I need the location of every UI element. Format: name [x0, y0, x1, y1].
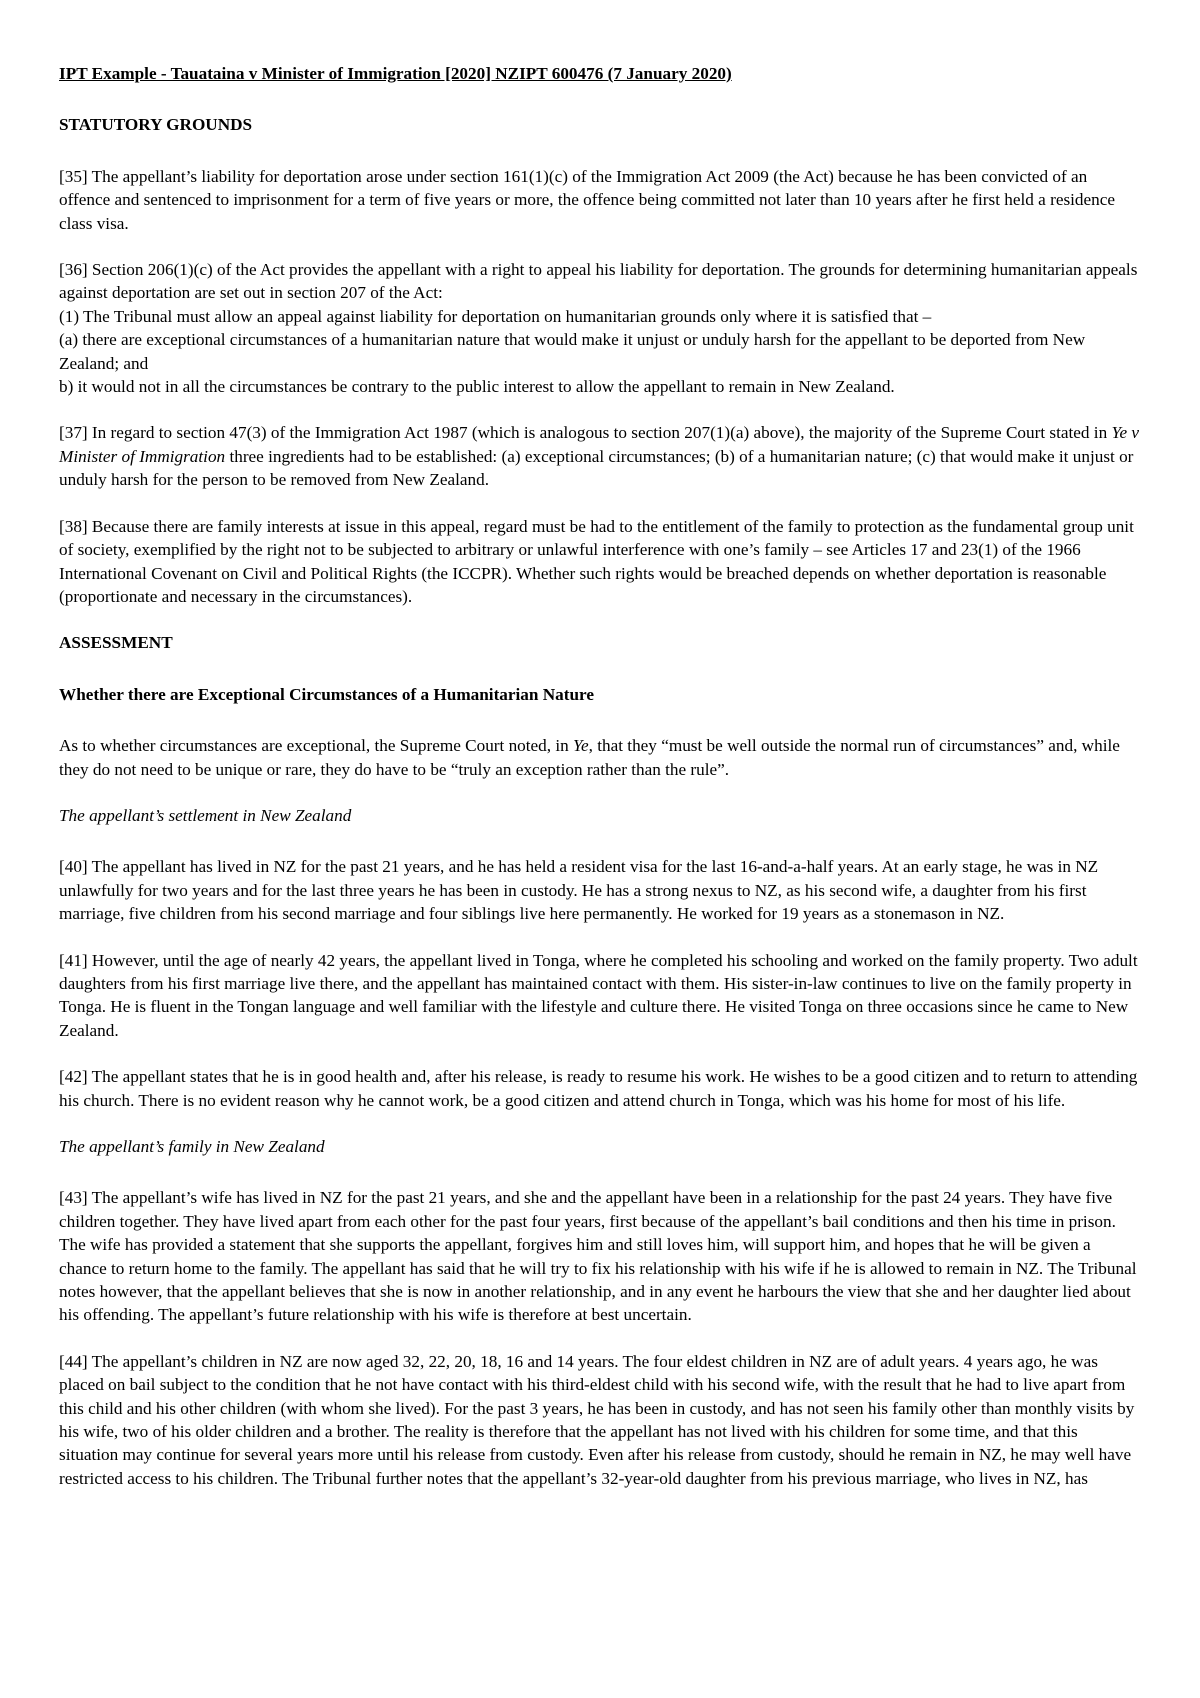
paragraph-42: [42] The appellant states that he is in good health and, after his release, is ready to resume his work. He wishes to be a good citizen and to return to attending his church. There is no evident reason why he cannot work, be a good citizen and attend church in Tonga, which was his home for most of his life. [59, 1067, 1138, 1110]
document-title: IPT Example - Tauataina v Minister of Immigration [2020] NZIPT 600476 (7 January 2020) [59, 64, 732, 83]
paragraph-44: [44] The appellant’s children in NZ are now aged 32, 22, 20, 18, 16 and 14 years. The four eldest children in NZ are of adult years. 4 years ago, he was placed on bail subject to the condition that he not have contact with his third-eldest child with his second wife, with the result that he had to live apart from this child and his other children (with whom she lived). For the past 3 years, he has been in custody, and has not seen his family other than monthly visits by his wife, two of his older children and a brother. The reality is therefore that the appellant has not lived with his children for some time, and that this situation may continue for several years more until his release from custody. Even after his release from custody, should he remain in NZ, he may well have restricted access to his children. The Tribunal further notes that the appellant’s 32-year-old daughter from his previous marriage, who lives in NZ, has [59, 1351, 1135, 1488]
paragraph-41: [41] However, until the age of nearly 42 years, the appellant lived in Tonga, where he completed his schooling and worked on the family property. Two adult daughters from his first marriage live there, and the appellant has maintained contact with them. His sister-in-law continues to live on the family property in Tonga. He is fluent in the Tongan language and well familiar with the lifestyle and culture there. He visited Tonga on three occasions since he came to New Zealand. [59, 950, 1138, 1040]
paragraph-ye-after: , that they “must be well outside the normal run of circumstances” and, while they do not need to be unique or rare, they do have to be “truly an exception rather than the rule”. [59, 736, 1120, 779]
section-207-para-b: b) it would not in all the circumstances be contrary to the public interest to allow the appellant to remain in New Zealand. [59, 377, 895, 397]
paragraph-38: [38] Because there are family interests at issue in this appeal, regard must be had to the entitlement of the family to protection as the fundamental group unit of society, exemplified by the right not to be subjected to arbitrary or unlawful interference with one’s family – see Articles 17 and 23(1) of the 1966 International Covenant on Civil and Political Rights (the ICCPR). Whether such rights would be breached depends on whether deportation is reasonable (proportionate and necessary in the circumstances). [59, 516, 1134, 606]
paragraph-40: [40] The appellant has lived in NZ for the past 21 years, and he has held a resident visa for the last 16-and-a-half years. At an early stage, he was in NZ unlawfully for two years and for the last three years he has been in custody. He has a strong nexus to NZ, as his second wife, a daughter from his first marriage, five children from his second marriage and four siblings live here permanently. He worked for 19 years as a stonemason in NZ. [59, 857, 1099, 924]
paragraph-36-intro: [36] Section 206(1)(c) of the Act provides the appellant with a right to appeal his liability for deportation. The grounds for determining humanitarian appeals against deportation are set out in section 207 of the Act: [59, 260, 1138, 303]
case-citation-ye: Ye v Minister of Immigration [59, 423, 1140, 466]
section-207-para-a: (a) there are exceptional circumstances of a humanitarian nature that would make it unjust or unduly harsh for the appellant to be deported from New Zealand; and [59, 330, 1086, 373]
paragraph-37-after: three ingredients had to be established: (a) exceptional circumstances; (b) of a humanitarian nature; (c) that would make it unjust or unduly harsh for the person to be removed from New Zealand. [59, 446, 1134, 490]
paragraph-37 [59, 421, 1141, 491]
case-citation-ye-short: Ye [573, 736, 589, 756]
paragraph-43: [43] The appellant’s wife has lived in NZ for the past 21 years, and she and the appellant have been in a relationship for the past 24 years. They have five children together. They have lived apart from each other for the past four years, first because of the appellant’s bail conditions and then his time in prison. The wife has provided a statement that she supports the appellant, forgives him and still loves him, will support him, and hopes that he will be given a chance to return home to the family. The appellant has said that he will try to fix his relationship with his wife if he is allowed to remain in NZ. The Tribunal notes however, that the appellant believes that she is now in another relationship, and in any event he harbours the view that she and her daughter lied about his offending. The appellant’s future relationship with his wife is therefore at best uncertain. [59, 1188, 1137, 1325]
family-heading: The appellant’s family in New Zealand [59, 1137, 325, 1156]
settlement-heading: The appellant’s settlement in New Zealand [59, 805, 352, 825]
document-page [59, 62, 1141, 1513]
paragraph-ye-before: As to whether circumstances are exceptional, the Supreme Court noted, in [59, 736, 574, 756]
statutory-grounds-heading: STATUTORY GROUNDS [59, 115, 253, 135]
paragraph-35: [35] The appellant’s liability for deportation arose under section 161(1)(c) of the Immigration Act 2009 (the Act) because he has been convicted of an offence and sentenced to imprisonment for a term of five years or more, the offence being committed not later than 10 years after he first held a residence class visa. [59, 166, 1115, 233]
paragraph-36 [59, 258, 1141, 398]
paragraph-37-before: [37] In regard to section 47(3) of the Immigration Act 1987 (which is analogous to section 207(1)(a) above), the majority of the Supreme Court stated in [59, 423, 1112, 443]
assessment-heading: ASSESSMENT [59, 633, 173, 653]
exceptional-circumstances-heading: Whether there are Exceptional Circumstances of a Humanitarian Nature [59, 684, 594, 704]
section-207-subsection-1: (1) The Tribunal must allow an appeal against liability for deportation on humanitarian grounds only where it is satisfied that – [59, 306, 932, 326]
paragraph-ye [59, 734, 1141, 781]
